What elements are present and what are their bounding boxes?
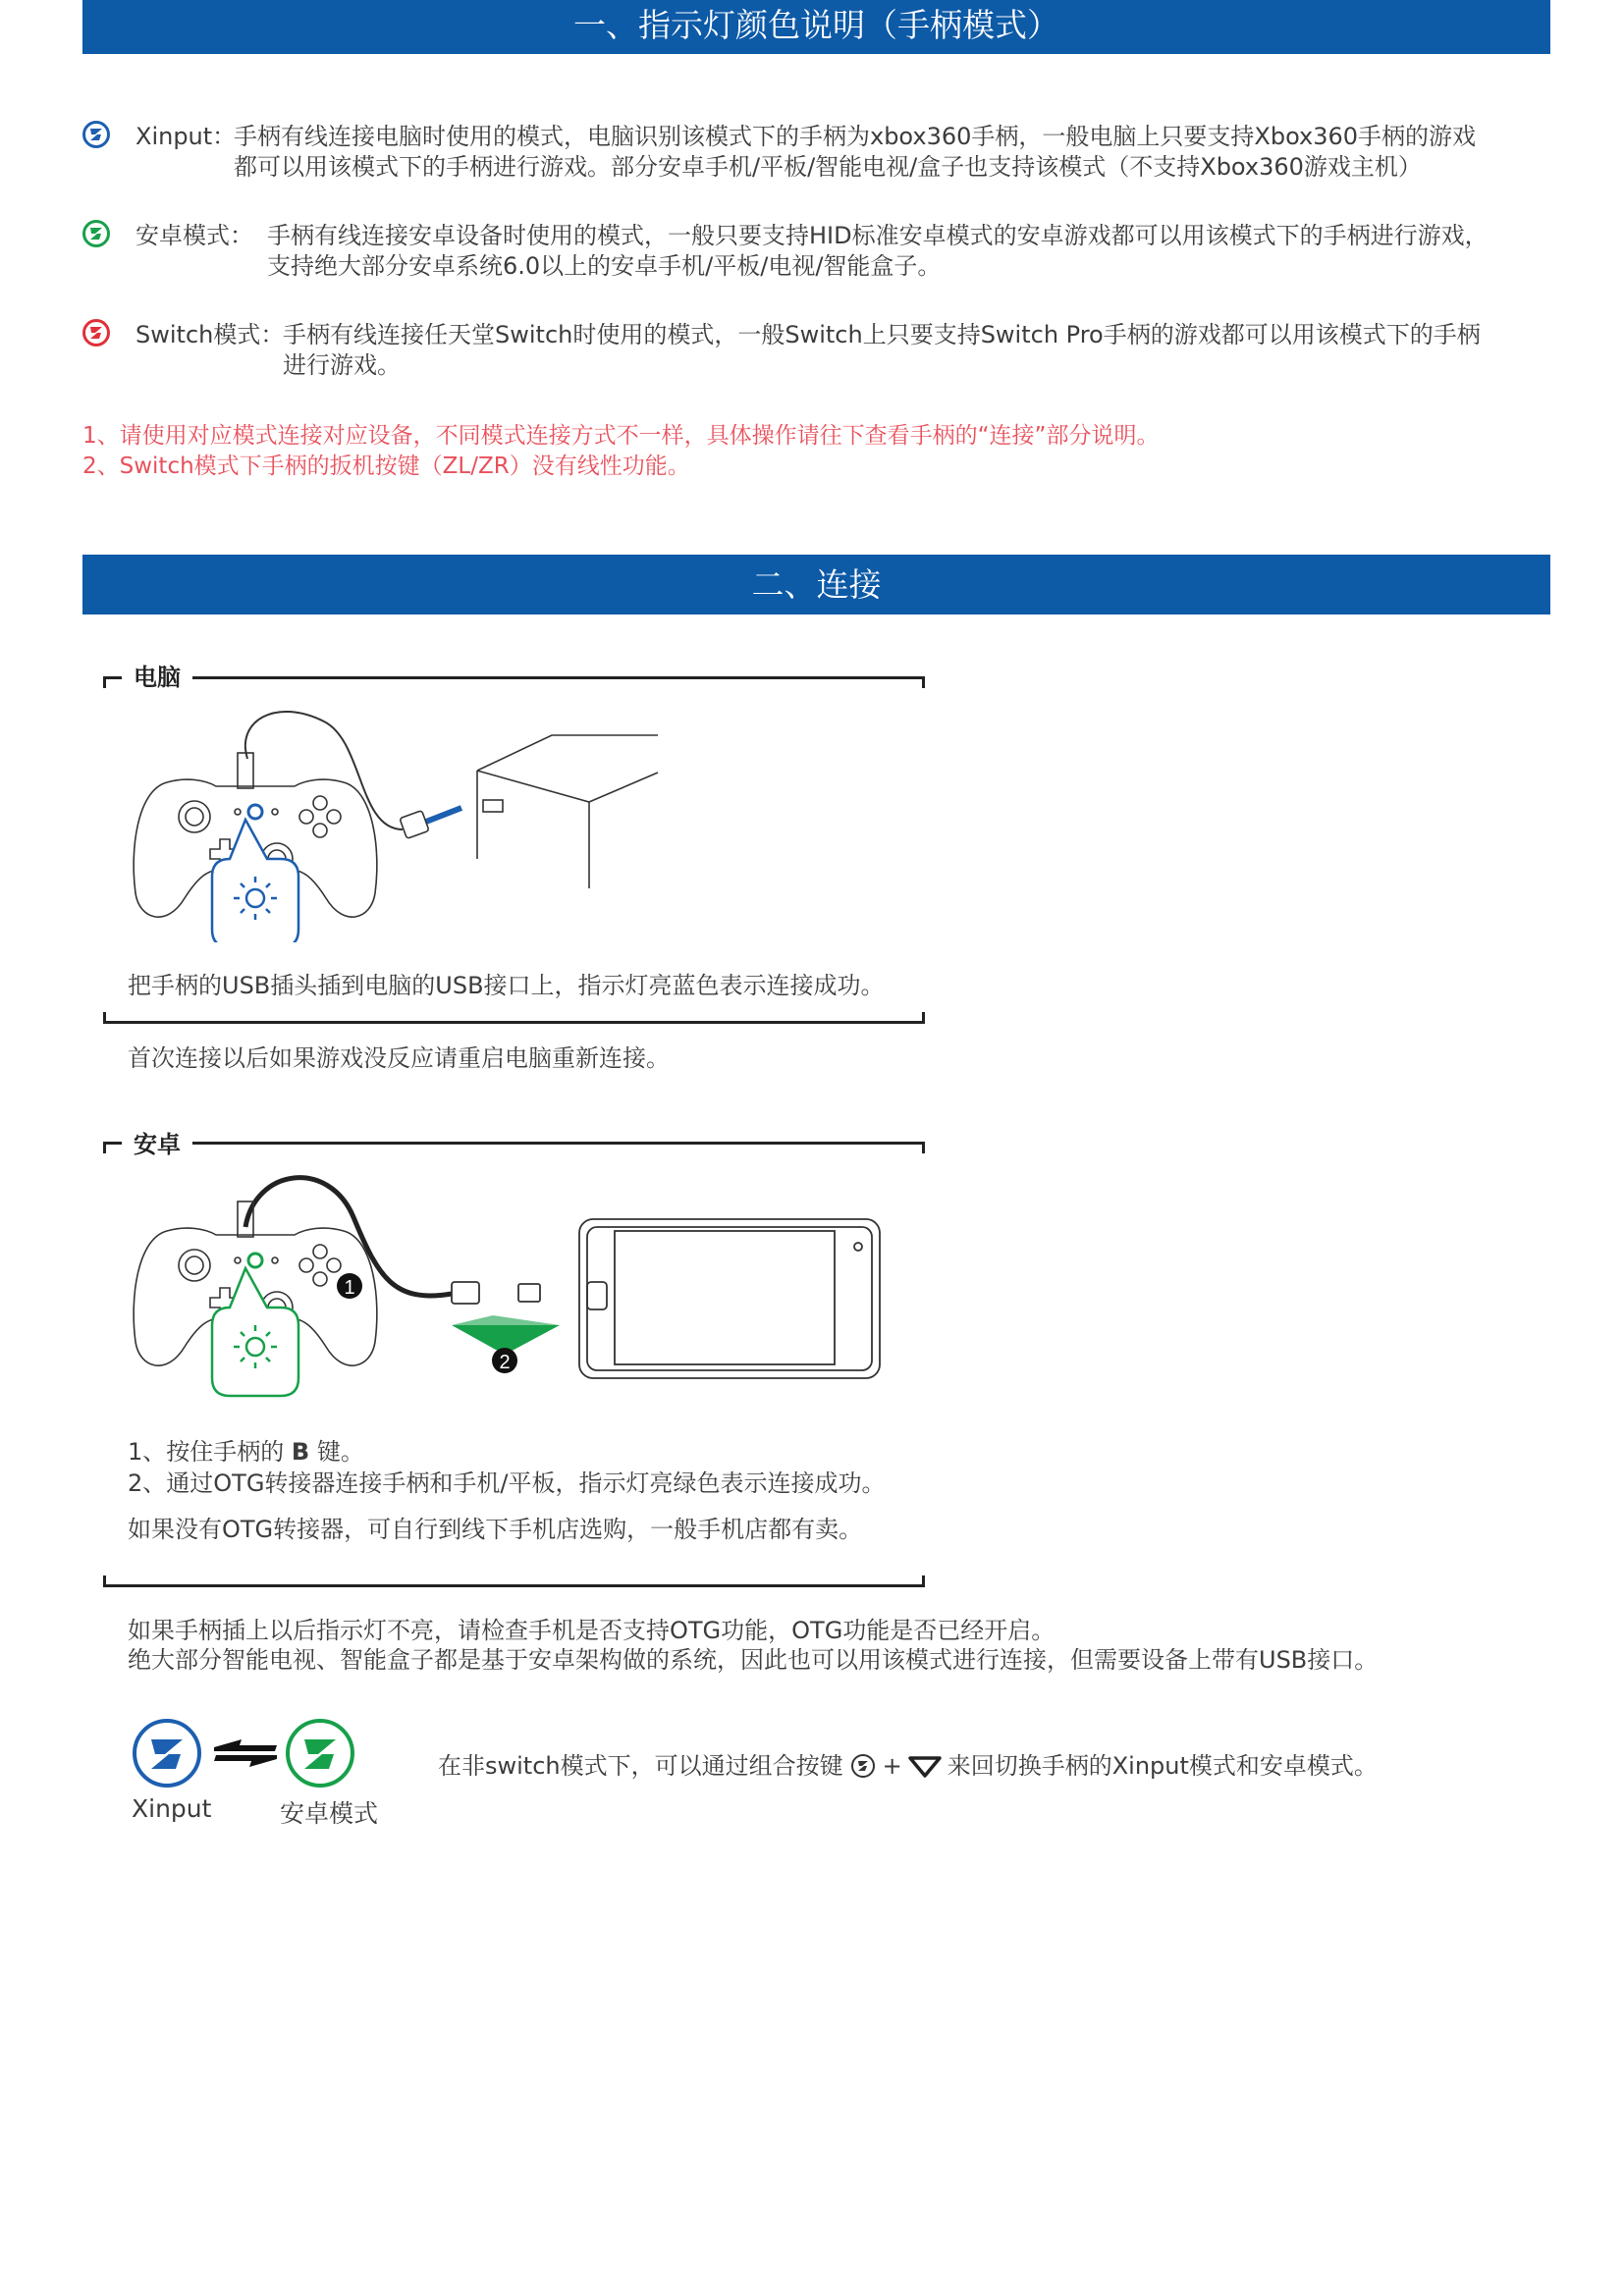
mode-switch-text-before: 在非switch模式下，可以通过组合按键 <box>438 1752 843 1780</box>
android-step1-key: B <box>291 1438 310 1466</box>
pc-bottom-right-tick <box>922 1012 925 1024</box>
android-top-left-tick <box>103 1142 106 1153</box>
computer-icon <box>477 735 658 888</box>
android-bottom-left-tick <box>103 1575 106 1587</box>
switch-mode-icon <box>82 319 110 347</box>
swap-arrows-icon <box>214 1739 277 1767</box>
xinput-desc-line1: 手柄有线连接电脑时使用的模式，电脑识别该模式下的手柄为xbox360手柄，一般电脑上只要支持Xbox360手柄的游戏 <box>234 123 1477 150</box>
android-heading: 安卓 <box>122 1125 192 1159</box>
xinput-caption: Xinput <box>132 1794 212 1823</box>
android-step1 <box>128 1436 364 1468</box>
mode-switch-text-after: 来回切换手柄的Xinput模式和安卓模式。 <box>947 1752 1378 1780</box>
phone-icon <box>579 1219 880 1378</box>
android-top-right-tick <box>922 1142 925 1153</box>
step-marker-1-label: 1 <box>344 1277 355 1299</box>
pc-top-rule <box>103 676 925 679</box>
xinput-mode-icon <box>82 121 110 148</box>
mode-row-switch <box>82 320 1555 389</box>
pc-heading: 电脑 <box>122 658 192 692</box>
section1-title: 一、指示灯颜色说明（手柄模式） <box>573 6 1059 44</box>
android-caption: 安卓模式 <box>280 1799 379 1828</box>
xinput-label: Xinput： <box>135 123 237 150</box>
switch-desc-line1: 手柄有线连接任天堂Switch时使用的模式，一般Switch上只要支持Switch Pro手柄的游戏都可以用该模式下的手柄 <box>283 321 1481 348</box>
pc-top-left-tick <box>103 676 106 688</box>
section1-note-2: 2、Switch模式下手柄的扳机按键（ZL/ZR）没有线性功能。 <box>82 454 690 479</box>
section1-banner <box>82 0 1550 54</box>
pc-instruction: 把手柄的USB插头插到电脑的USB接口上，指示灯亮蓝色表示连接成功。 <box>128 972 885 999</box>
triangle-button-icon <box>906 1750 944 1782</box>
switch-desc-line2: 进行游戏。 <box>283 351 401 379</box>
plus-sign: + <box>882 1752 902 1780</box>
mode-row-xinput <box>82 122 1555 190</box>
android-step1-suffix: 键。 <box>309 1438 364 1466</box>
xinput-desc-line2: 都可以用该模式下的手柄进行游戏。部分安卓手机/平板/智能电视/盒子也支持该模式（不支持Xbox360游戏主机） <box>234 153 1422 181</box>
android-logo <box>288 1721 352 1786</box>
android-label: 安卓模式： <box>135 222 253 249</box>
android-step2: 2、通过OTG转接器连接手柄和手机/平板，指示灯亮绿色表示连接成功。 <box>128 1469 886 1497</box>
android-bottom-right-tick <box>922 1575 925 1587</box>
section2-title: 二、连接 <box>751 565 882 604</box>
home-button-icon <box>847 1750 879 1782</box>
android-desc-line1: 手柄有线连接安卓设备时使用的模式，一般只要支持HID标准安卓模式的安卓游戏都可以用该模式下的手柄进行游戏， <box>267 222 1489 249</box>
pc-top-right-tick <box>922 676 925 688</box>
step-marker-1 <box>337 1273 362 1299</box>
pc-bottom-rule <box>103 1021 925 1024</box>
pc-bottom-left-tick <box>103 1012 106 1024</box>
step-marker-2 <box>492 1348 517 1373</box>
android-bottom-rule <box>103 1584 925 1587</box>
section2-banner <box>82 555 1550 614</box>
android-mode-icon <box>82 220 110 247</box>
mode-switch-graphic <box>132 1718 363 1796</box>
pc-connection-illustration <box>128 702 677 942</box>
xinput-logo <box>135 1721 199 1786</box>
android-step1-prefix: 1、按住手柄的 <box>128 1438 292 1466</box>
after-note-2: 绝大部分智能电视、智能盒子都是基于安卓架构做的系统，因此也可以用该模式进行连接，但需要设备上带有USB接口。 <box>128 1646 1379 1674</box>
step-marker-2-label: 2 <box>499 1352 511 1373</box>
section1-note-1: 1、请使用对应模式连接对应设备，不同模式连接方式不一样，具体操作请往下查看手柄的“连接”部分说明。 <box>82 423 1160 449</box>
mode-row-android <box>82 221 1555 290</box>
android-desc-line2: 支持绝大部分安卓系统6.0以上的安卓手机/平板/电视/智能盒子。 <box>267 252 942 280</box>
pc-tip: 首次连接以后如果游戏没反应请重启电脑重新连接。 <box>128 1044 670 1072</box>
mode-switch-instruction <box>438 1750 1378 1782</box>
switch-label: Switch模式： <box>135 321 285 348</box>
android-top-rule <box>103 1142 925 1145</box>
android-connection-illustration <box>128 1168 893 1404</box>
android-tip: 如果没有OTG转接器，可自行到线下手机店选购，一般手机店都有卖。 <box>128 1516 863 1543</box>
after-note-1: 如果手柄插上以后指示灯不亮，请检查手机是否支持OTG功能，OTG功能是否已经开启。 <box>128 1617 1056 1644</box>
